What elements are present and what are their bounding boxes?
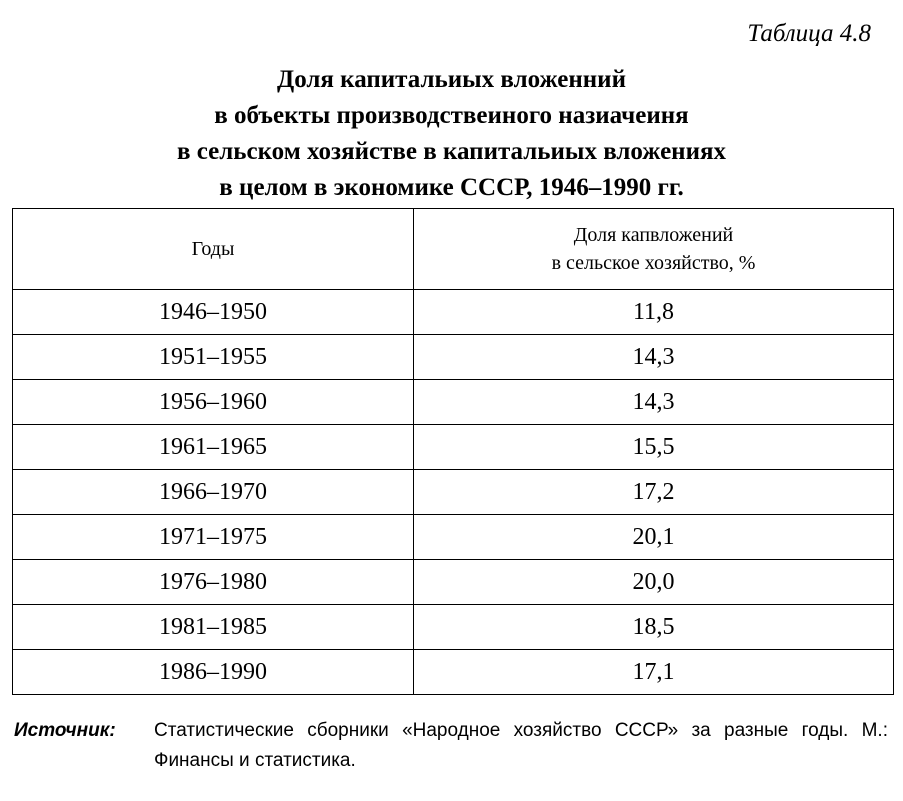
cell-share: 14,3 — [414, 335, 894, 380]
title-line-3: в сельском хозяйстве в капитальиых вложениях — [177, 138, 726, 165]
cell-share: 18,5 — [414, 605, 894, 650]
header-share — [414, 209, 894, 290]
table-title — [0, 62, 903, 206]
title-line-1: Доля капитальиых вложенний — [277, 66, 626, 93]
table-row — [13, 470, 894, 515]
cell-share: 20,1 — [414, 515, 894, 560]
cell-years: 1986–1990 — [13, 650, 414, 695]
table-row — [13, 605, 894, 650]
table-row — [13, 335, 894, 380]
cell-share: 20,0 — [414, 560, 894, 605]
cell-share: 15,5 — [414, 425, 894, 470]
title-line-2: в объекты производствеиного назиачеиня — [214, 102, 689, 129]
header-row — [13, 209, 894, 290]
source-label: Источник: — [14, 720, 116, 741]
data-table — [12, 208, 894, 695]
cell-share: 17,1 — [414, 650, 894, 695]
cell-years: 1956–1960 — [13, 380, 414, 425]
cell-share: 14,3 — [414, 380, 894, 425]
source-text: Статистические сборники «Народное хозяйство СССР» за разные годы. М.: Финансы и статистика. — [154, 720, 888, 771]
cell-years: 1961–1965 — [13, 425, 414, 470]
cell-years: 1971–1975 — [13, 515, 414, 560]
table-row — [13, 380, 894, 425]
table-row — [13, 515, 894, 560]
table-row — [13, 650, 894, 695]
cell-years: 1976–1980 — [13, 560, 414, 605]
header-years: Годы — [13, 209, 414, 290]
table-row — [13, 425, 894, 470]
source-note — [14, 716, 888, 776]
table-row — [13, 290, 894, 335]
title-line-4: в целом в экономике СССР, 1946–1990 гг. — [219, 174, 684, 201]
header-share-line-1: Доля капвложений — [573, 224, 734, 246]
cell-years: 1946–1950 — [13, 290, 414, 335]
header-share-line-2: в сельское хозяйство, % — [551, 252, 756, 274]
cell-years: 1966–1970 — [13, 470, 414, 515]
cell-years: 1951–1955 — [13, 335, 414, 380]
cell-years: 1981–1985 — [13, 605, 414, 650]
table-number-label: Таблица 4.8 — [747, 20, 871, 47]
table-row — [13, 560, 894, 605]
cell-share: 11,8 — [414, 290, 894, 335]
cell-share: 17,2 — [414, 470, 894, 515]
